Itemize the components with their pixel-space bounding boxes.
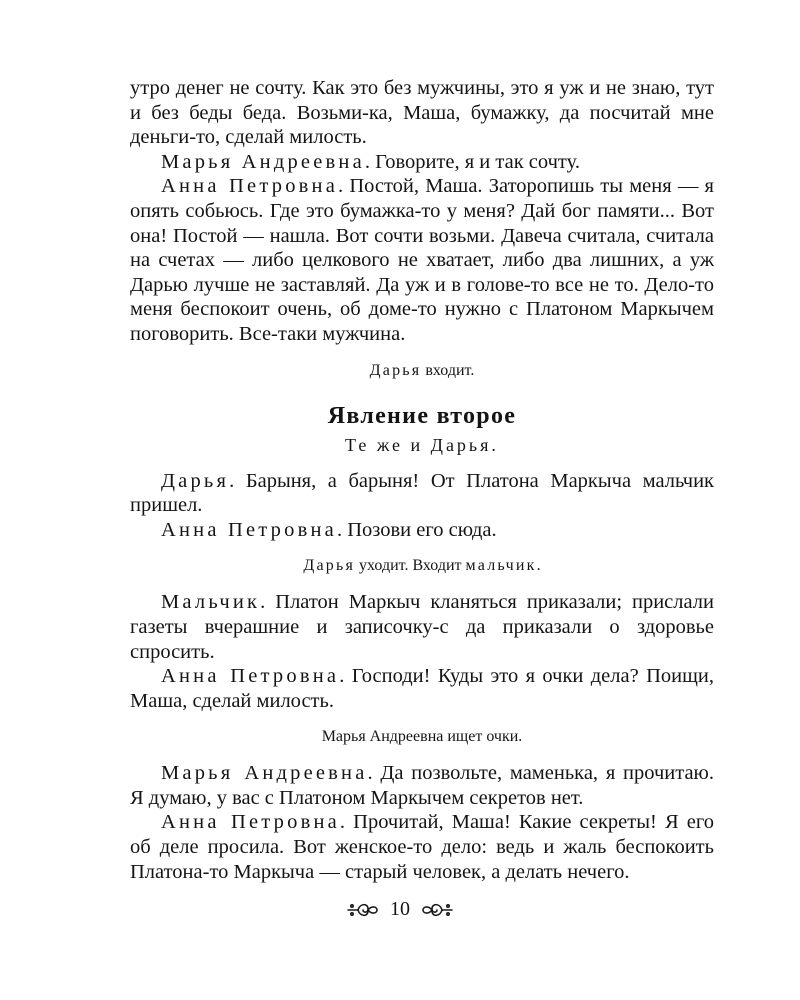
page-footer (0, 898, 800, 921)
speaker-name: Дарья (161, 469, 230, 492)
dialogue-line (130, 150, 714, 175)
dialogue-line (130, 761, 714, 810)
speaker-name: Анна Петровна (161, 175, 338, 198)
stage-character: мальчик (465, 557, 537, 575)
stage-direction (130, 556, 714, 576)
intro-paragraph: утро денег не сочту. Как это без мужчины, это я уж и не знаю, тут и без беды беда. Возьми-ка, Маша, бумажку, да посчитай мне деньги-то, сделай милость. (130, 77, 714, 149)
stage-text: уходит. Входит (355, 557, 466, 575)
dialogue-text: . Платон Маркыч кланяться приказали; прислали газеты вчерашние и записочку-с да приказали о здоровье спросить. (130, 591, 714, 663)
stage-direction (130, 361, 714, 381)
page-text (130, 76, 714, 884)
stage-direction: Марья Андреевна ищет очки. (321, 728, 523, 746)
dialogue-text: . Господи! Куды это я очки дела? Поищи, Маша, сделай милость. (130, 665, 714, 712)
dialogue-line (130, 810, 714, 884)
scene-cast: Те же и Дарья. (345, 434, 499, 455)
dialogue-text: . Позови его сюда. (336, 518, 497, 541)
fleuron-icon (346, 899, 380, 921)
speaker-name: Анна Петровна (161, 665, 340, 688)
dialogue-line (130, 174, 714, 346)
dialogue-line (130, 469, 714, 518)
speaker-name: Марья Андреевна (161, 762, 368, 785)
dialogue-text: . Прочитай, Маша! Какие секреты! Я его об деле просила. Вот женское-то дело: ведь и жаль беспокоить Платона-то Маркыча — старый человек, а делать нечего. (130, 811, 714, 883)
dialogue-line (130, 664, 714, 713)
dialogue-text: . Барыня, а барыня! От Платона Маркыча мальчик пришел. (130, 469, 714, 517)
dialogue-line (130, 518, 714, 543)
speaker-name: Анна Петровна (161, 811, 340, 834)
stage-character: Дарья (369, 361, 422, 379)
stage-text: входит. (421, 361, 475, 379)
scene-title: Явление второе (327, 402, 517, 429)
stage-character: Дарья (303, 557, 356, 575)
dialogue-text: . Постой, Маша. Заторопишь ты меня — я опять собьюсь. Где это бумажка-то у меня? Дай бог памяти... Вот она! Постой — нашла. Вот сочти возьми. Давеча считала, считала на счетах — либо целкового не хватает, либо два лишних, а уж Дарью лучше не заставляй. Да уж и в голове-то все не то. Дело-то меня беспокоит очень, об доме-то нужно с Платоном Маркычем поговорить. Все-таки мужчина. (130, 175, 714, 345)
dialogue-text: . Да позвольте, маменька, я прочитаю. Я думаю, у вас с Платоном Маркычем секретов нет. (130, 762, 714, 809)
fleuron-icon (420, 899, 454, 921)
speaker-name: Анна Петровна (161, 518, 337, 541)
page-number: 10 (390, 898, 410, 920)
speaker-name: Марья Андреевна (161, 150, 365, 173)
dialogue-text: . Говорите, я и так сочту. (364, 150, 580, 173)
stage-text: . (536, 557, 541, 575)
dialogue-line (130, 590, 714, 664)
speaker-name: Мальчик (161, 591, 261, 614)
